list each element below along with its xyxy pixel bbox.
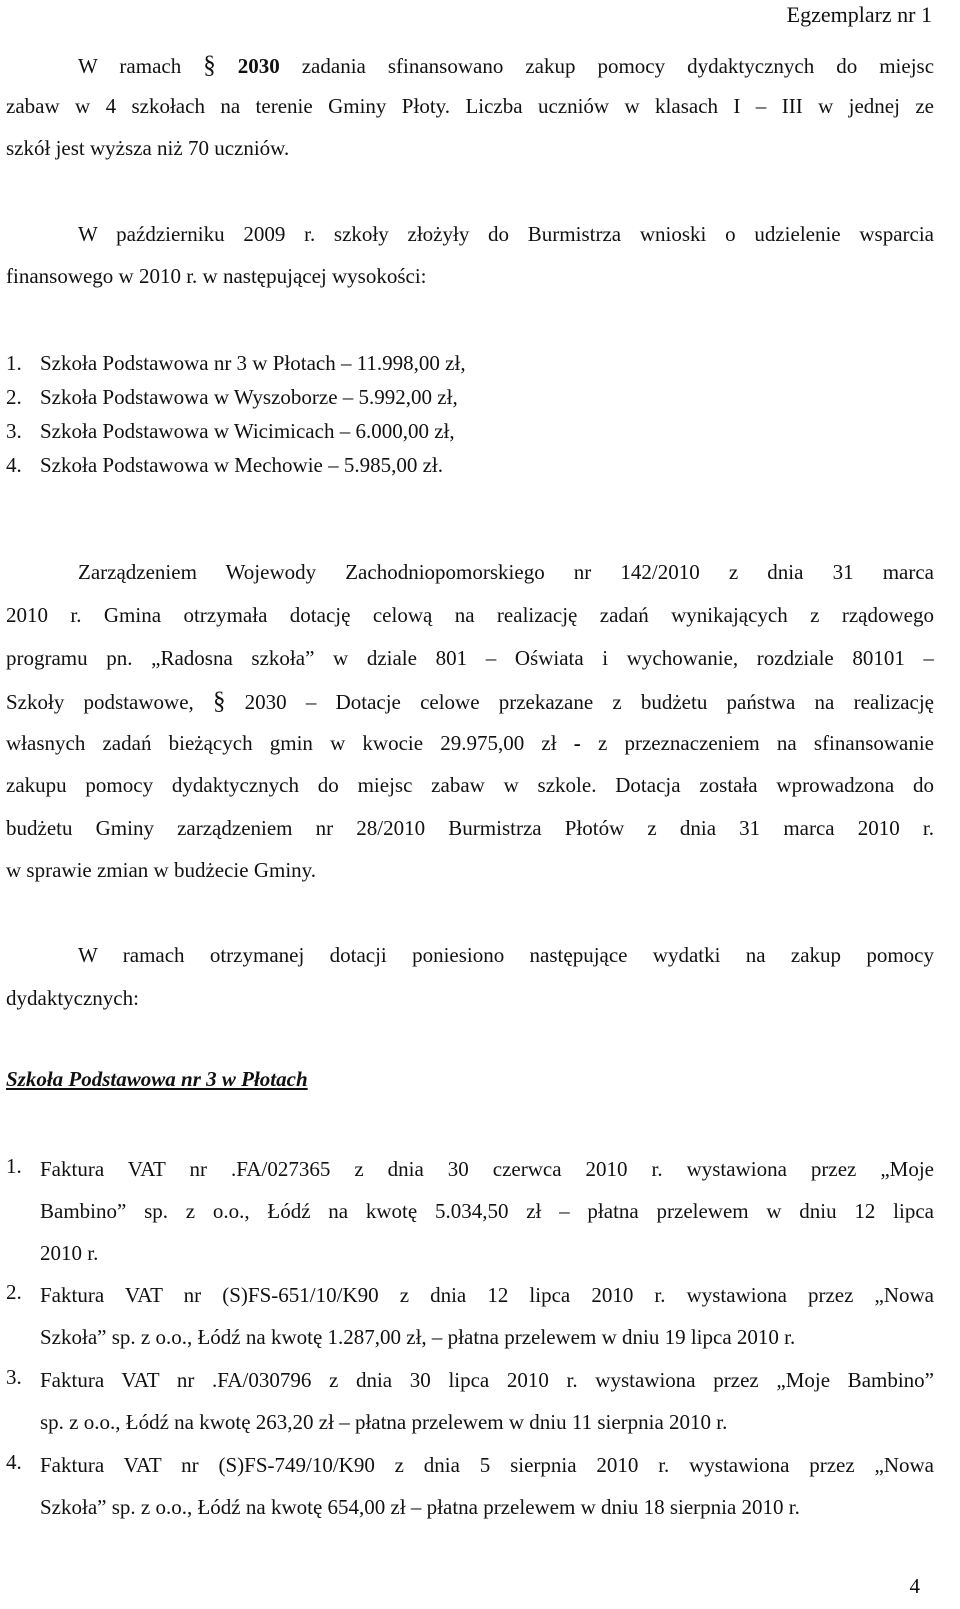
request-line-1: W październiku 2009 r. szkoły złożyły do Burmistrza wnioski o udzielenie wsparcia — [78, 222, 934, 246]
invoice-number: 2. — [6, 1280, 22, 1304]
school-list — [6, 346, 466, 482]
decree-line-1: Zarządzeniem Wojewody Zachodniopomorskiego nr 142/2010 z dnia 31 marca — [78, 560, 934, 584]
invoice-number: 3. — [6, 1365, 22, 1389]
decree-line-3: programu pn. „Radosna szkoła” w dziale 801 – Oświata i wychowanie, rozdziale 80101 – — [6, 646, 934, 670]
decree-line-6: zakupu pomocy dydaktycznych do miejsc zabaw w szkole. Dotacja została wprowadzona do — [6, 773, 934, 797]
intro-line-1: W ramach § 2030 zadania sfinansowano zakup pomocy dydaktycznych do miejsc — [78, 52, 935, 79]
intro-line-3: szkół jest wyższa niż 70 uczniów. — [6, 136, 290, 160]
section-symbol: § — [203, 52, 216, 79]
intro-bold-code: 2030 — [237, 54, 280, 78]
decree-line-8: w sprawie zmian w budżecie Gminy. — [6, 858, 317, 882]
decree-line-5: własnych zadań bieżących gmin w kwocie 29.975,00 zł - z przeznaczeniem na sfinansowanie — [6, 731, 935, 755]
list-item: 2. Szkoła Podstawowa w Wyszoborze – 5.992,00 zł, — [6, 385, 458, 409]
request-line-2: finansowego w 2010 r. w następującej wysokości: — [6, 264, 427, 288]
decree-line-7: budżetu Gminy zarządzeniem nr 28/2010 Burmistrza Płotów z dnia 31 marca 2010 r. — [6, 816, 934, 840]
expenses-line-2: dydaktycznych: — [6, 986, 139, 1010]
intro-line-2: zabaw w 4 szkołach na terenie Gminy Płoty. Liczba uczniów w klasach I – III w jednej ze — [6, 94, 934, 118]
invoice-number: 1. — [6, 1154, 22, 1178]
school-heading: Szkoła Podstawowa nr 3 w Płotach — [6, 1067, 308, 1091]
list-item: 1. Szkoła Podstawowa nr 3 w Płotach – 11.998,00 zł, — [6, 351, 466, 375]
decree-line-4: Szkoły podstawowe, § 2030 – Dotacje celowe przekazane z budżetu państwa na realizację — [6, 688, 934, 715]
list-item: 4. Szkoła Podstawowa w Mechowie – 5.985,00 zł. — [6, 453, 444, 477]
invoice-number: 4. — [6, 1450, 22, 1474]
document-page: Egzemplarz nr 1 W ramach § 2030 zadania sfinansowano zakup pomocy dydaktycznych do miejsc zabaw w 4 szkołach na terenie Gminy Płoty. Liczba uczniów w klasach I – III w jednej ze szkół jest wyższa niż 70 uczniów. W październiku 2009 r. szkoły złożyły do Burmistrza wnioski o udzielenie wsparcia finansowego w 2010 r. w następującej wysokości: 1. Szkoła Podstawowa nr 3 w Płotach – 11.998,00 zł, 2. Szkoła Podstawowa w Wyszoborze – 5.992,00 zł, 3. Szkoła Podstawowa w Wicimicach – 6.000,00 zł, 4. Szkoła Podstawowa w Mechowie – 5.985,00 zł. Zarządzeniem Wojewody Zachodniopomorskiego nr 142/2010 z dnia 31 marca 2010 r. Gmina otrzymała dotację celową na realizację zadań wynikających z rządowego programu pn. „Radosna szkoła” w dziale 801 – Oświata i wychowanie, rozdziale 80101 – Szkoły podstawowe, § 2030 – Dotacje celowe przekazane z budżetu państwa na realizację własnych zadań bieżących gmin w kwocie 29.975,00 zł - z przeznaczeniem na sfinansowanie zakupu pomocy dydaktycznych do miejsc zabaw w szkole. Dotacja została wprowadzona do budżetu Gminy zarządzeniem nr 28/2010 Burmistrza Płotów z dnia 31 marca 2010 r. w sprawie zmian w budżecie Gminy. W ramach otrzymanej dotacji poniesiono następujące wydatki na zakup pomocy dydaktycznych: Szkoła Podstawowa nr 3 w Płotach 1. Faktura VAT nr .FA/027365 z dnia 30 czerwca 2010 r. wystawiona przez „Moje Bambino” sp. z o.o., Łódź na kwotę 5.034,50 zł – płatna przelewem w dniu 12 lipca 2010 r. 2. Faktura VAT nr (S)FS-651/10/K90 z dnia 12 lipca 2010 r. wystawiona przez „Nowa Szkoła” sp. z o.o., Łódź na kwotę 1.287,00 zł, – płatna przelewem w dniu 19 lipca 2010 r. 3. Faktura VAT nr .FA/030796 z dnia 30 lipca 2010 r. wystawiona przez „Moje Bambino” sp. z o.o., Łódź na kwotę 263,20 zł – płatna przelewem w dniu 11 sierpnia 2010 r. 4. Faktura VAT nr (S)FS-749/10/K90 z dnia 5 sierpnia 2010 r. wystawiona przez „Nowa Szkoła” sp. z o.o., Łódź na kwotę 654,00 zł – płatna przelewem w dniu 18 sierpnia 2010 r. 4 — [6, 2, 935, 1598]
section-symbol: § — [212, 688, 226, 715]
page-number: 4 — [909, 1574, 920, 1598]
list-item: 3. Szkoła Podstawowa w Wicimicach – 6.000,00 zł, — [6, 419, 455, 443]
expenses-line-1: W ramach otrzymanej dotacji poniesiono następujące wydatki na zakup pomocy — [78, 943, 934, 967]
decree-line-2: 2010 r. Gmina otrzymała dotację celową na realizację zadań wynikających z rządowego — [6, 603, 934, 627]
copy-number-label: Egzemplarz nr 1 — [786, 2, 932, 27]
